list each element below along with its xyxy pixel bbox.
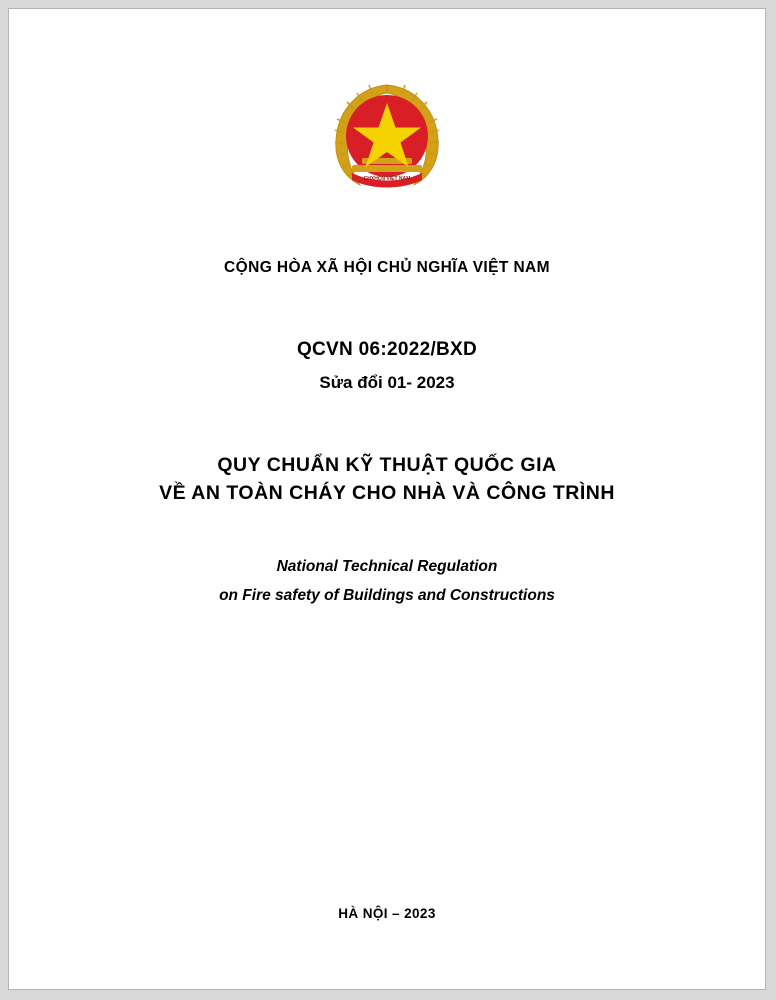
page-subtitle bbox=[219, 552, 555, 611]
regulation-code-block bbox=[297, 339, 477, 393]
country-line: CỘNG HÒA XÃ HỘI CHỦ NGHĨA VIỆT NAM bbox=[224, 259, 550, 276]
subtitle-line-2: on Fire safety of Buildings and Constructions bbox=[219, 586, 555, 604]
page-footer: HÀ NỘI – 2023 bbox=[338, 906, 436, 921]
svg-text:CHXHCN VIỆT NAM: CHXHCN VIỆT NAM bbox=[363, 176, 411, 182]
regulation-code: QCVN 06:2022/BXD bbox=[296, 339, 478, 360]
vietnam-national-emblem-icon bbox=[322, 79, 452, 197]
title-line-2: VỀ AN TOÀN CHÁY CHO NHÀ VÀ CÔNG TRÌNH bbox=[159, 482, 615, 505]
page-title bbox=[159, 451, 615, 508]
subtitle-line-1: National Technical Regulation bbox=[276, 557, 498, 575]
regulation-amendment: Sửa đổi 01- 2023 bbox=[319, 373, 455, 392]
document-page bbox=[8, 8, 766, 990]
title-line-1: QUY CHUẨN KỸ THUẬT QUỐC GIA bbox=[217, 454, 557, 476]
